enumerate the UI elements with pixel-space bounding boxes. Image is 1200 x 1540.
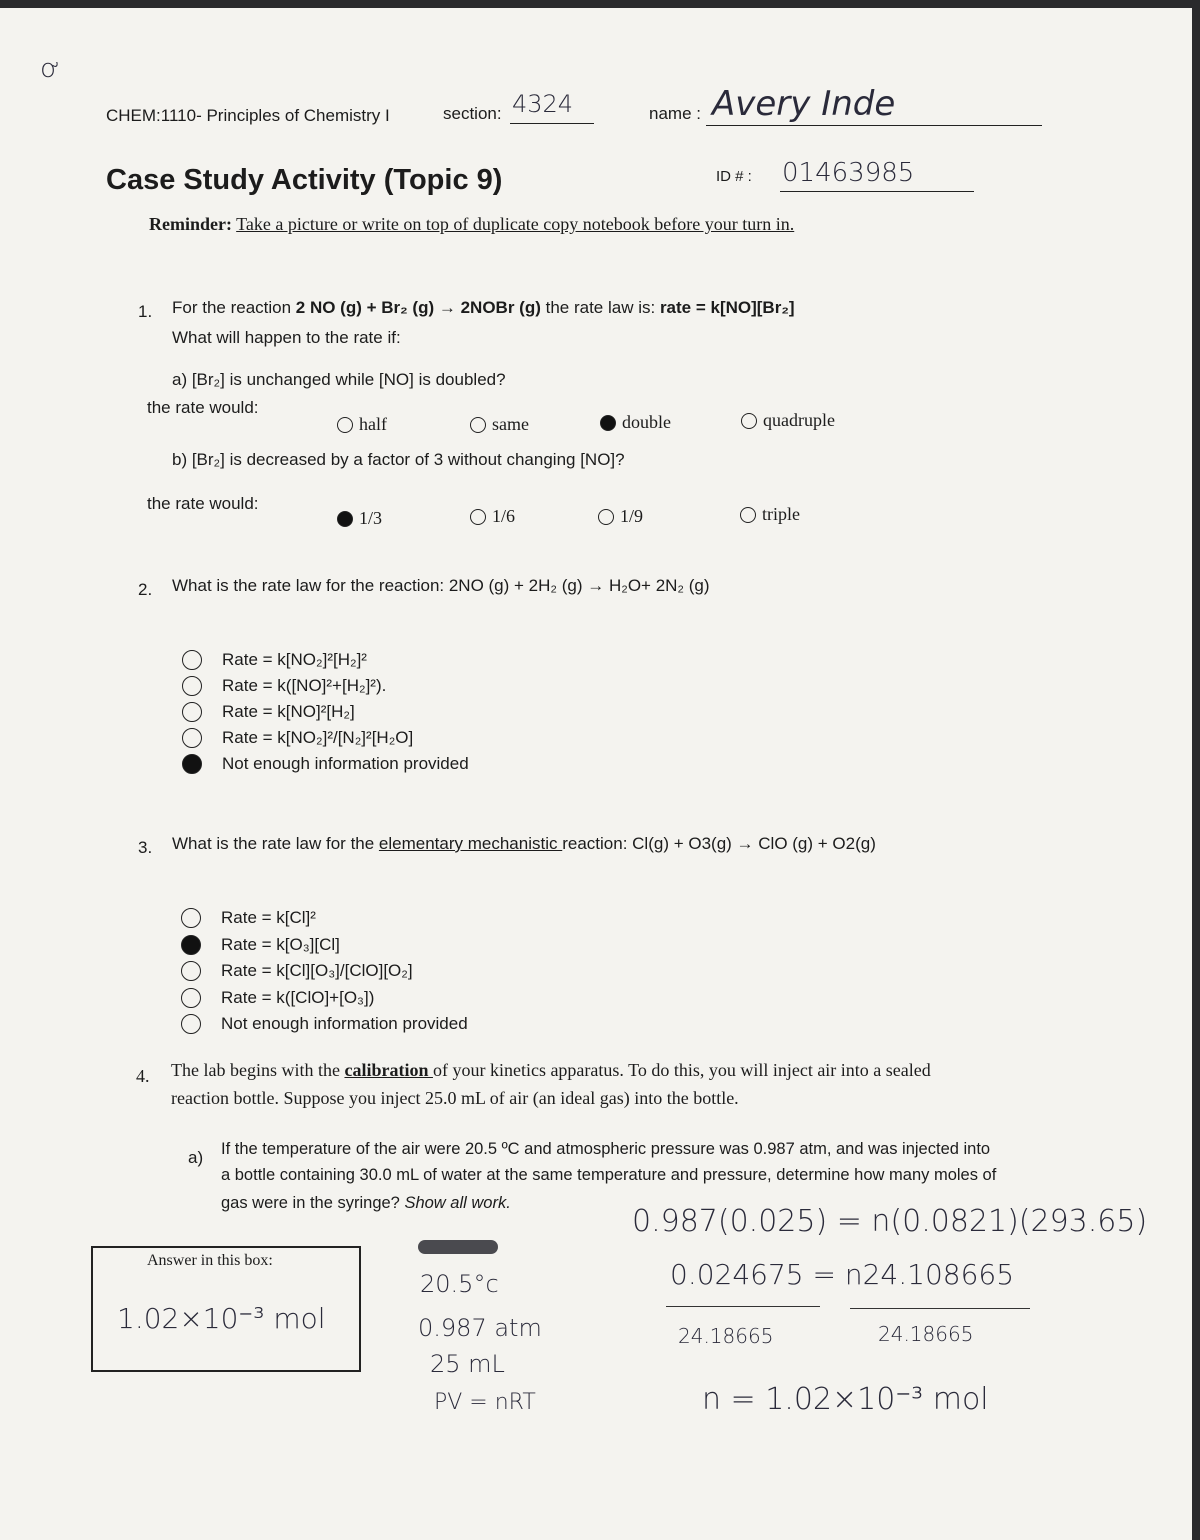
option-label: 1/3 — [359, 508, 383, 528]
scribble-mark — [418, 1240, 498, 1254]
q1-reaction: 2 NO (g) + Br₂ (g) → 2NOBr (g) — [295, 298, 541, 317]
id-label: ID # : — [716, 168, 752, 185]
name-underline — [706, 125, 1042, 126]
q4-line2: reaction bottle. Suppose you inject 25.0 mL of air (an ideal gas) into the bottle. — [171, 1088, 739, 1108]
q2-option[interactable] — [182, 702, 355, 722]
q1b-option-1-9[interactable] — [598, 506, 643, 527]
option-label: Rate = k([NO]²+[H₂]²). — [222, 676, 387, 695]
option-label: Rate = k[NO₂]²[H₂]² — [222, 650, 367, 669]
q4a-line2: a bottle containing 30.0 mL of water at the same temperature and pressure, determine how many moles of — [221, 1166, 997, 1184]
q4a-line1: If the temperature of the air were 20.5 ºC and atmospheric pressure was 0.987 atm, and was injected into — [221, 1140, 991, 1158]
answer-box-label: Answer in this box: — [147, 1252, 273, 1269]
radio-empty[interactable] — [740, 507, 756, 523]
radio-empty[interactable] — [182, 728, 202, 748]
q1-prompt — [172, 298, 795, 318]
option-label: half — [359, 414, 387, 434]
radio-empty[interactable] — [598, 509, 614, 525]
q1-line2: What will happen to the rate if: — [172, 328, 401, 347]
q3-option[interactable] — [181, 961, 413, 981]
q4a-line3 — [221, 1194, 511, 1213]
q1a-option-quadruple[interactable] — [741, 410, 835, 431]
q1b-option-1-6[interactable] — [470, 506, 515, 527]
fraction-line-left — [666, 1306, 820, 1307]
section-value[interactable]: 4324 — [512, 90, 574, 118]
q2-option[interactable] — [182, 754, 469, 774]
radio-empty[interactable] — [181, 961, 201, 981]
q2-number: 2. — [138, 580, 153, 599]
option-label: Rate = k[NO]²[H₂] — [222, 702, 355, 721]
option-label: Rate = k[NO₂]²/[N₂]²[H₂O] — [222, 728, 414, 747]
option-label: Rate = k[Cl][O₃]/[ClO][O₂] — [221, 961, 413, 980]
reminder — [149, 214, 794, 235]
radio-filled[interactable] — [337, 511, 353, 527]
work-temperature: 20.5°c — [420, 1270, 499, 1298]
q1a-option-half[interactable] — [337, 414, 387, 435]
q3-number: 3. — [138, 838, 153, 857]
answer-value[interactable]: 1.02×10⁻³ mol — [117, 1302, 326, 1335]
radio-empty[interactable] — [181, 908, 201, 928]
q3-prompt-pre: What is the rate law for the — [172, 834, 379, 853]
radio-empty[interactable] — [181, 988, 201, 1008]
q4-line1-post: of your kinetics apparatus. To do this, you will inject air into a sealed — [432, 1060, 931, 1080]
work-ideal-gas-law: PV = nRT — [434, 1390, 536, 1415]
q3-option[interactable] — [181, 988, 374, 1008]
worksheet-page — [0, 8, 1192, 1540]
option-label: Rate = k[O₃][Cl] — [221, 935, 340, 954]
q1b-prompt: b) [Br₂] is decreased by a factor of 3 without changing [NO]? — [172, 450, 625, 469]
q3-prompt-post: reaction: Cl(g) + O3(g) → ClO (g) + O2(g) — [562, 834, 876, 853]
option-label: quadruple — [763, 410, 835, 430]
q3-option[interactable] — [181, 908, 316, 928]
q3-prompt — [172, 834, 876, 854]
q2-option[interactable] — [182, 650, 367, 670]
work-equation: 0.987(0.025) = n(0.0821)(293.65) — [632, 1204, 1148, 1239]
q1-prompt-pre: For the reaction — [172, 298, 296, 317]
work-divisor-right: 24.18665 — [878, 1322, 974, 1346]
radio-filled[interactable] — [600, 415, 616, 431]
option-label: Rate = k([ClO]+[O₃]) — [221, 988, 375, 1007]
radio-empty[interactable] — [182, 676, 202, 696]
q1a-rate-label: the rate would: — [147, 398, 259, 417]
option-label: Rate = k[Cl]² — [221, 908, 316, 927]
q4a-label: a) — [188, 1148, 204, 1167]
corner-mark: ơ — [40, 54, 60, 84]
q1b-option-triple[interactable] — [740, 504, 800, 525]
q1a-prompt: a) [Br₂] is unchanged while [NO] is doubled? — [172, 370, 506, 389]
radio-empty[interactable] — [741, 413, 757, 429]
q4-line1 — [171, 1060, 931, 1081]
work-divisor-left: 24.18665 — [678, 1324, 774, 1348]
reminder-text: Take a picture or write on top of duplicate copy notebook before your turn in. — [236, 214, 795, 234]
q3-option[interactable] — [181, 1014, 468, 1034]
name-label: name : — [649, 104, 701, 123]
q1b-rate-label: the rate would: — [147, 494, 259, 513]
id-value[interactable]: 01463985 — [782, 158, 915, 188]
q4-line1-bold: calibration — [344, 1060, 433, 1080]
q1b-option-1-3[interactable] — [337, 508, 382, 529]
radio-empty[interactable] — [182, 650, 202, 670]
radio-empty[interactable] — [182, 702, 202, 722]
option-label: double — [622, 412, 671, 432]
option-label: Not enough information provided — [221, 1014, 468, 1033]
work-volume: 25 mL — [430, 1350, 505, 1378]
option-label: triple — [762, 504, 800, 524]
option-label: Not enough information provided — [222, 754, 469, 773]
section-label: section: — [443, 104, 502, 123]
q2-option[interactable] — [182, 676, 386, 696]
q1-number: 1. — [138, 302, 153, 321]
id-underline — [780, 191, 974, 192]
answer-box[interactable] — [91, 1246, 361, 1372]
section-underline — [510, 123, 594, 124]
radio-empty[interactable] — [470, 417, 486, 433]
radio-filled[interactable] — [182, 754, 202, 774]
option-label: 1/9 — [620, 506, 644, 526]
reminder-bold: Reminder: — [149, 214, 232, 234]
work-result: n = 1.02×10⁻³ mol — [702, 1382, 989, 1417]
option-label: 1/6 — [492, 506, 516, 526]
page-title: Case Study Activity (Topic 9) — [106, 164, 503, 196]
q4-line1-pre: The lab begins with the — [171, 1060, 345, 1080]
q4a-line3-italic: Show all work. — [404, 1194, 511, 1212]
radio-empty[interactable] — [181, 1014, 201, 1034]
radio-filled[interactable] — [181, 935, 201, 955]
course-title: CHEM:1110- Principles of Chemistry I — [106, 106, 390, 125]
q1a-option-double[interactable] — [600, 412, 671, 433]
radio-empty[interactable] — [470, 509, 486, 525]
radio-empty[interactable] — [337, 417, 353, 433]
q1-rate-law: rate = k[NO][Br₂] — [659, 298, 795, 317]
q3-prompt-underlined: elementary mechanistic — [378, 834, 563, 853]
work-equation-simplified: 0.024675 = n24.108665 — [670, 1258, 1015, 1291]
q3-option[interactable] — [181, 935, 340, 955]
q4-number: 4. — [136, 1066, 150, 1086]
q2-option[interactable] — [182, 728, 413, 748]
q1a-option-same[interactable] — [470, 414, 529, 435]
q2-prompt: What is the rate law for the reaction: 2NO (g) + 2H₂ (g) → H₂O+ 2N₂ (g) — [172, 576, 710, 595]
option-label: same — [492, 414, 529, 434]
fraction-line-right — [850, 1308, 1030, 1309]
q4a-line3-pre: gas were in the syringe? — [221, 1194, 405, 1212]
q1-prompt-mid: the rate law is: — [540, 298, 660, 317]
name-value[interactable]: Avery Inde — [712, 84, 896, 124]
work-pressure: 0.987 atm — [418, 1314, 542, 1342]
